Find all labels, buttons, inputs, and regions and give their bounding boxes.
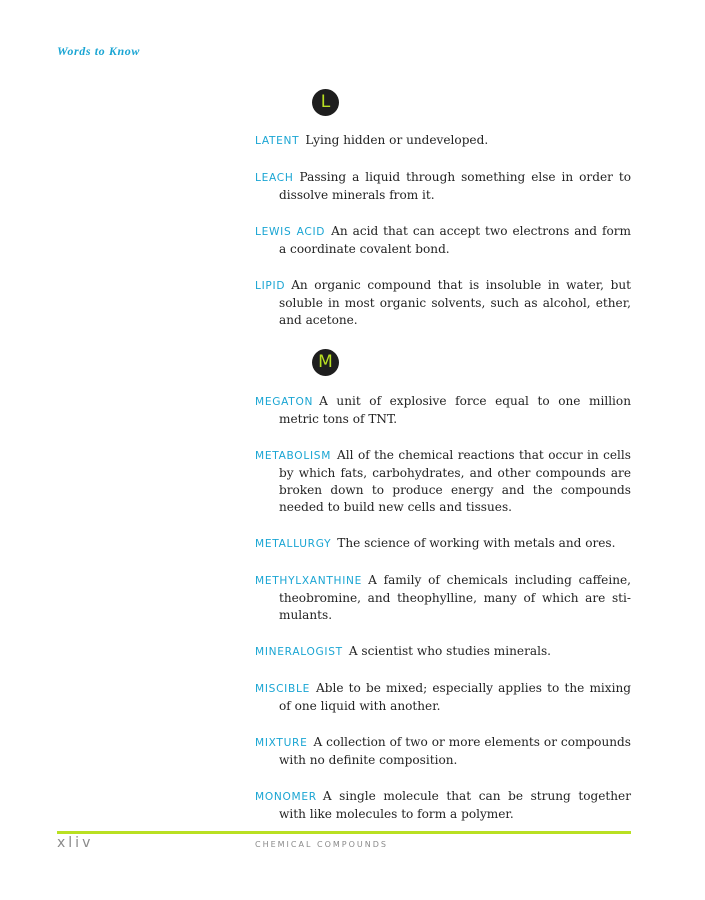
glossary-definition: A scientist who studies minerals. — [348, 644, 551, 658]
glossary-definition: The science of working with metals and ores. — [337, 536, 616, 550]
glossary-term: LEWIS ACID — [255, 226, 326, 238]
glossary-definition: A single molecule that can be strung together with like molecules to form a polymer. — [279, 789, 631, 821]
glossary-definition: Lying hidden or undeveloped. — [305, 133, 489, 147]
glossary-section-l — [255, 89, 631, 348]
glossary-term: MISCIBLE — [255, 683, 310, 695]
glossary-term: MONOMER — [255, 791, 317, 803]
glossary-definition: Able to be mixed; especially applies to the mixing of one liquid with another. — [279, 681, 631, 713]
glossary-entry — [255, 535, 631, 553]
glossary-term: METHYLXANTHINE — [255, 575, 363, 587]
glossary-term: LATENT — [255, 135, 300, 147]
glossary-entry — [255, 223, 631, 258]
glossary-entry — [255, 788, 631, 823]
glossary-term: LIPID — [255, 280, 286, 292]
glossary-entry — [255, 572, 631, 624]
glossary-definition: A unit of explosive force equal to one million metric tons of TNT. — [279, 394, 631, 426]
glossary-term: MEGATON — [255, 396, 314, 408]
glossary-entry — [255, 643, 631, 661]
glossary-entry — [255, 680, 631, 715]
glossary-term: MINERALOGIST — [255, 646, 343, 658]
glossary-definition: An organic compound that is insoluble in water, but soluble in most organic solvents, such as alcohol, ether, and acetone. — [279, 278, 631, 327]
glossary-entry — [255, 393, 631, 428]
letter-badge: M — [312, 349, 339, 376]
glossary-entry — [255, 169, 631, 204]
glossary-entry — [255, 277, 631, 329]
glossary-entry — [255, 132, 631, 150]
glossary-section-m — [255, 349, 631, 842]
glossary-entry — [255, 447, 631, 516]
glossary-term: METABOLISM — [255, 450, 332, 462]
book-title: CHEMICAL COMPOUNDS — [255, 840, 388, 849]
glossary-definition: A family of chemicals including caffeine, theobromine, and theophylline, many of which are sti- mulants. — [279, 573, 631, 622]
page-number: xliv — [57, 835, 94, 851]
running-head: Words to Know — [57, 44, 140, 58]
glossary-definition: Passing a liquid through something else in order to dissolve minerals from it. — [279, 170, 631, 202]
glossary-entry — [255, 734, 631, 769]
glossary-definition: All of the chemical reactions that occur in cells by which fats, carbohydrates, and other compounds are broken down to produce energy and the compounds needed to build new cells and tissues. — [279, 448, 631, 514]
letter-badge: L — [312, 89, 339, 116]
glossary-term: MIXTURE — [255, 737, 308, 749]
footer-rule — [57, 831, 631, 834]
glossary-definition: An acid that can accept two electrons and form a coordinate covalent bond. — [279, 224, 631, 256]
glossary-definition: A collection of two or more elements or compounds with no definite composition. — [279, 735, 631, 767]
glossary-term: LEACH — [255, 172, 294, 184]
glossary-term: METALLURGY — [255, 538, 332, 550]
